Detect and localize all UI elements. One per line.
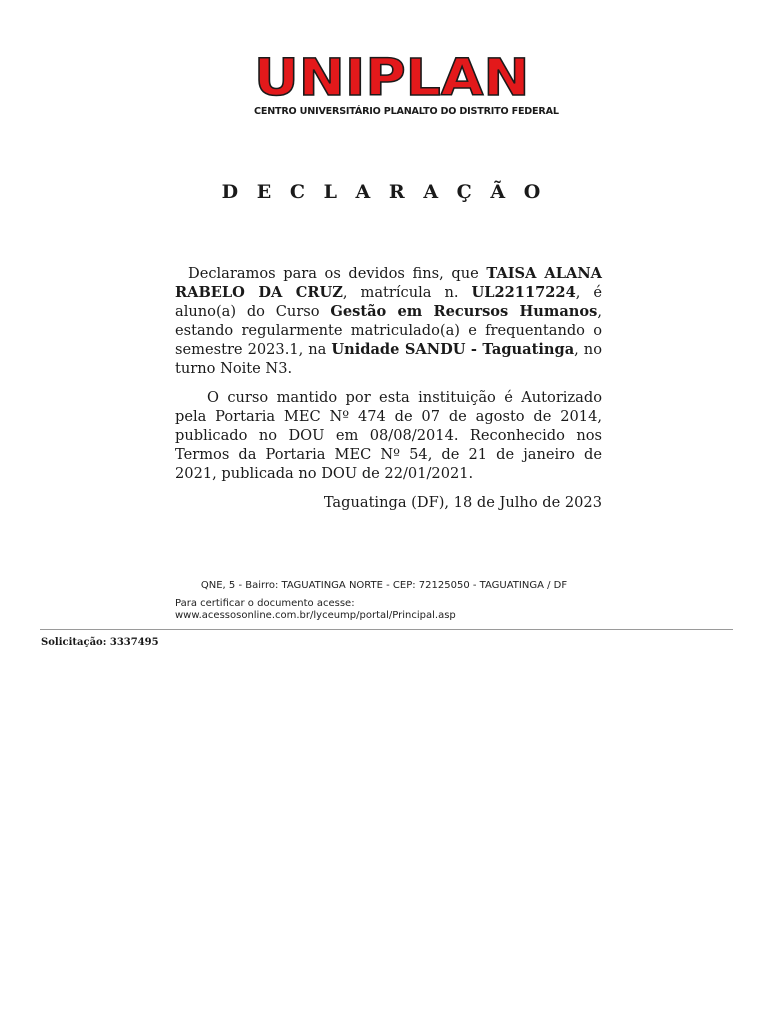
certification-label: Para certificar o documento acesse: [175,598,355,609]
text-segment: , matrícula n. [342,284,472,301]
date-line: Taguatinga (DF), 18 de Julho de 2023 [323,494,602,511]
request-number: Solicitação: 3337495 [41,637,159,648]
text-segment: , é aluno(a) do Curso [175,284,602,320]
registration-number: UL22117224 [471,284,576,301]
institution-logo [254,49,559,118]
footer-address: QNE, 5 - Bairro: TAGUATINGA NORTE - CEP: 72125050 - TAGUATINGA / DF [200,580,568,591]
course-name: Gestão em Recursos Humanos [330,303,598,320]
unit-name: Unidade SANDU - Taguatinga [331,341,575,358]
declaration-paragraph-2: O curso mantido por esta instituição é Autorizado pela Portaria MEC Nº 474 de 07 de agosto de 2014, publicado no DOU em 08/08/2014. Reconhecido nos Termos da Portaria MEC Nº 54, de 21 de janeiro de 2021, publicada no DOU de 22/01/2021. [175,389,602,482]
document-title: D E C L A R A Ç Ã O [221,181,547,203]
text-segment: , no turno Noite N3. [175,341,602,377]
text-segment: Declaramos para os devidos fins, que [188,265,487,282]
logo-subtitle: CENTRO UNIVERSITÁRIO PLANALTO DO DISTRITO FEDERAL [254,106,559,117]
certification-info [175,598,456,622]
declaration-body [175,264,602,512]
certification-url: www.acessosonline.com.br/lyceump/portal/Principal.asp [175,610,456,621]
text-segment: , estando regularmente matriculado(a) e frequentando o semestre 2023.1, na [175,303,602,358]
logo-wordmark: UNIPLAN [254,49,530,108]
student-name: TAISA ALANA RABELO DA CRUZ [175,265,602,301]
declaration-paragraph-1 [175,264,602,378]
footer-divider [40,629,733,630]
